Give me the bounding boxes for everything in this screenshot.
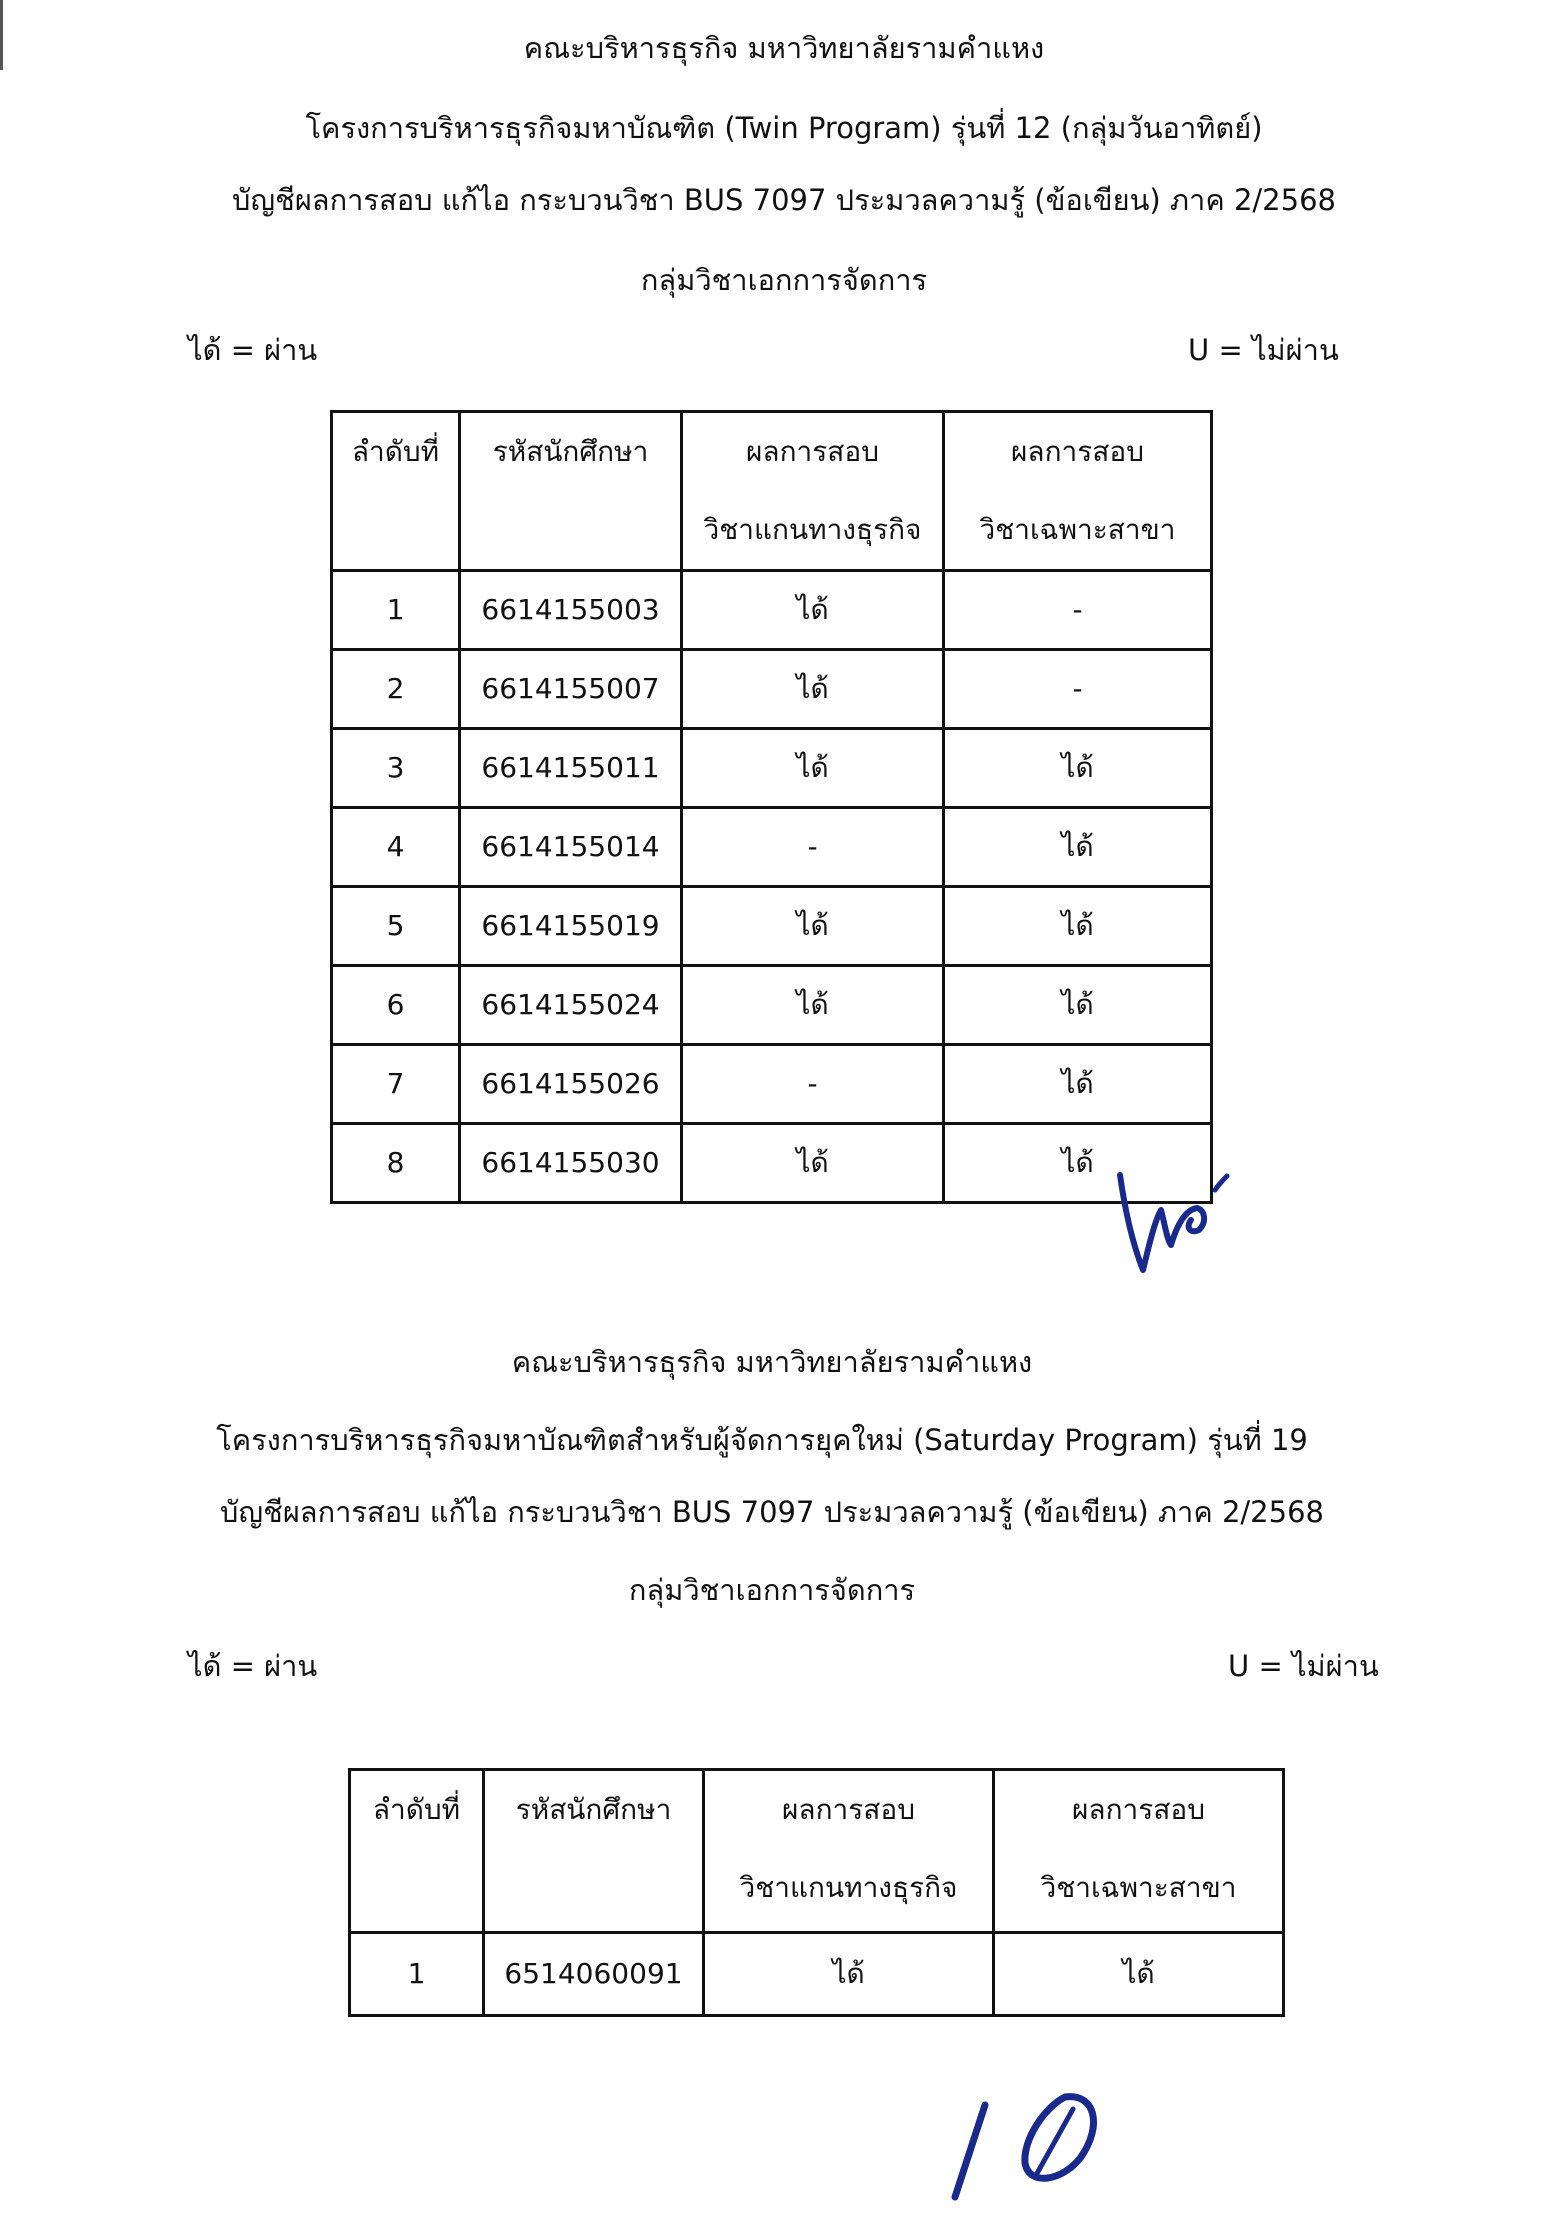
cell-student-id: 6614155011 bbox=[460, 729, 682, 808]
handwritten-signature-icon bbox=[1115, 1150, 1245, 1280]
cell-major-result: ได้ bbox=[944, 966, 1212, 1045]
program-title: โครงการบริหารธุรกิจมหาบัณฑิต (Twin Program) รุ่นที่ 12 (กลุ่มวันอาทิตย์) bbox=[305, 111, 1263, 145]
table-row bbox=[332, 650, 1212, 729]
cell-seq: 7 bbox=[332, 1045, 460, 1124]
table-header-row bbox=[350, 1770, 1284, 1933]
results-table bbox=[330, 410, 1213, 1204]
cell-student-id: 6614155003 bbox=[460, 571, 682, 650]
cell-student-id: 6614155026 bbox=[460, 1045, 682, 1124]
table-row bbox=[332, 808, 1212, 887]
table-row bbox=[332, 729, 1212, 808]
table-row bbox=[350, 1933, 1284, 2016]
table-row bbox=[332, 966, 1212, 1045]
table-row bbox=[332, 571, 1212, 650]
cell-major-result: ได้ bbox=[994, 1933, 1284, 2016]
cell-student-id: 6614155024 bbox=[460, 966, 682, 1045]
handwritten-page-number-icon bbox=[945, 2085, 1125, 2205]
cell-student-id: 6614155007 bbox=[460, 650, 682, 729]
cell-core-result: - bbox=[682, 808, 944, 887]
cell-core-result: ได้ bbox=[682, 650, 944, 729]
cell-major-result: ได้ bbox=[944, 1045, 1212, 1124]
cell-major-result: ได้ bbox=[944, 729, 1212, 808]
results-table bbox=[348, 1768, 1285, 2017]
header-student-id: รหัสนักศึกษา bbox=[484, 1770, 704, 1933]
header-major-result: ผลการสอบ วิชาเฉพาะสาขา bbox=[994, 1770, 1284, 1933]
faculty-title: คณะบริหารธุรกิจ มหาวิทยาลัยรามคำแหง bbox=[511, 1345, 1033, 1379]
cell-core-result: ได้ bbox=[682, 1124, 944, 1203]
legend-pass: ได้ = ผ่าน bbox=[188, 1649, 318, 1683]
cell-core-result: - bbox=[682, 1045, 944, 1124]
header-student-id: รหัสนักศึกษา bbox=[460, 412, 682, 571]
cell-seq: 4 bbox=[332, 808, 460, 887]
cell-student-id: 6514060091 bbox=[484, 1933, 704, 2016]
cell-seq: 6 bbox=[332, 966, 460, 1045]
legend-fail: U = ไม่ผ่าน bbox=[1228, 1649, 1379, 1683]
cell-student-id: 6614155019 bbox=[460, 887, 682, 966]
cell-major-result: ได้ bbox=[944, 1124, 1212, 1203]
header-seq: ลำดับที่ bbox=[350, 1770, 484, 1933]
cell-core-result: ได้ bbox=[682, 966, 944, 1045]
cell-seq: 1 bbox=[350, 1933, 484, 2016]
header-core-result: ผลการสอบ วิชาแกนทางธุรกิจ bbox=[704, 1770, 994, 1933]
table-row bbox=[332, 887, 1212, 966]
table-header-row bbox=[332, 412, 1212, 571]
cell-seq: 2 bbox=[332, 650, 460, 729]
header-major-result: ผลการสอบ วิชาเฉพาะสาขา bbox=[944, 412, 1212, 571]
legend-pass: ได้ = ผ่าน bbox=[188, 333, 318, 367]
faculty-title: คณะบริหารธุรกิจ มหาวิทยาลัยรามคำแหง bbox=[523, 31, 1045, 65]
cell-seq: 3 bbox=[332, 729, 460, 808]
cell-seq: 1 bbox=[332, 571, 460, 650]
table-row bbox=[332, 1124, 1212, 1203]
cell-major-result: - bbox=[944, 571, 1212, 650]
exam-list-title: บัญชีผลการสอบ แก้ไอ กระบวนวิชา BUS 7097 ประมวลความรู้ (ข้อเขียน) ภาค 2/2568 bbox=[220, 1495, 1324, 1529]
cell-student-id: 6614155014 bbox=[460, 808, 682, 887]
exam-list-title: บัญชีผลการสอบ แก้ไอ กระบวนวิชา BUS 7097 ประมวลความรู้ (ข้อเขียน) ภาค 2/2568 bbox=[232, 183, 1336, 217]
table-row bbox=[332, 1045, 1212, 1124]
cell-core-result: ได้ bbox=[704, 1933, 994, 2016]
major-group-title: กลุ่มวิชาเอกการจัดการ bbox=[628, 1573, 916, 1607]
program-title: โครงการบริหารธุรกิจมหาบัณฑิตสำหรับผู้จัดการยุคใหม่ (Saturday Program) รุ่นที่ 19 bbox=[216, 1423, 1308, 1457]
cell-major-result: - bbox=[944, 650, 1212, 729]
cell-core-result: ได้ bbox=[682, 729, 944, 808]
cell-seq: 5 bbox=[332, 887, 460, 966]
major-group-title: กลุ่มวิชาเอกการจัดการ bbox=[640, 263, 928, 297]
cell-seq: 8 bbox=[332, 1124, 460, 1203]
header-core-result: ผลการสอบ วิชาแกนทางธุรกิจ bbox=[682, 412, 944, 571]
cell-major-result: ได้ bbox=[944, 808, 1212, 887]
cell-core-result: ได้ bbox=[682, 571, 944, 650]
cell-major-result: ได้ bbox=[944, 887, 1212, 966]
legend-fail: U = ไม่ผ่าน bbox=[1188, 333, 1339, 367]
cell-student-id: 6614155030 bbox=[460, 1124, 682, 1203]
cell-core-result: ได้ bbox=[682, 887, 944, 966]
header-seq: ลำดับที่ bbox=[332, 412, 460, 571]
